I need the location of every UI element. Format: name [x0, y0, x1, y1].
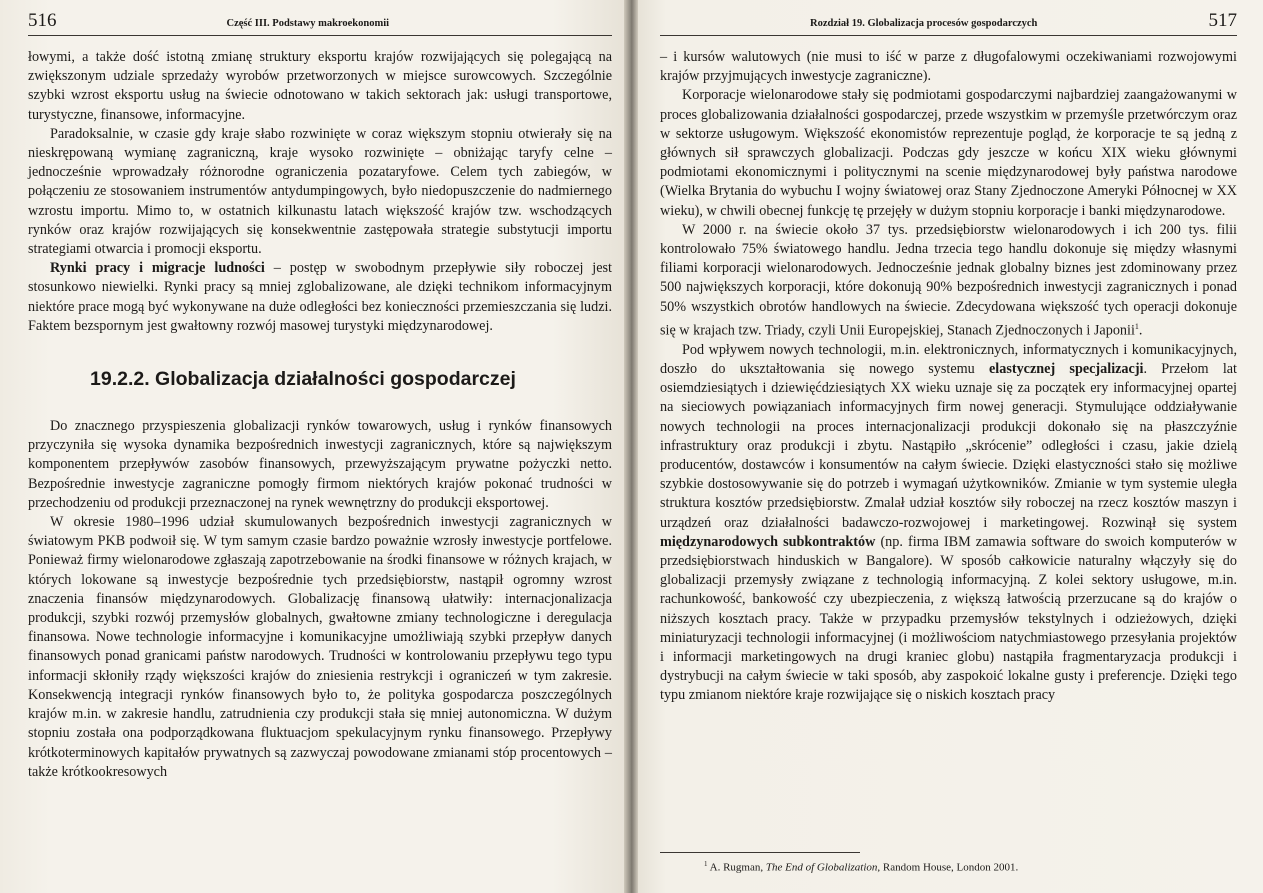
footnote [660, 852, 1019, 874]
section-heading: 19.2.2. Globalizacja działalności gospodarczej [90, 368, 516, 391]
running-head-left [28, 10, 612, 36]
left-page-body [28, 48, 612, 782]
paragraph: Pod wpływem nowych technologii, m.in. elektronicznych, informatycznych i komunikacyjnych, doszło do ukształtowania się nowego systemu elastycznej specjalizacji. Przełom lat osiemdziesiątych i dziewięćdziesiątych XX wieku uznaje się za początek ery informacyjnej opartej na sieciowych powiązaniach informacyjnych firm nowej generacji. Stymulujące oddziaływanie nowych technologii na proces internacjonalizacji produkcji dokonało się na płaszczyźnie infrastruktury oraz produkcji i zbytu. Nastąpiło „skrócenie” odległości i czasu, jakie dzielą producentów, dostawców i konsumentów na całym świecie. Dzięki elastyczności stało się możliwe szybkie dostosowywanie się do potrzeb i wymagań użytkowników. Zmianie w tym systemie uległa struktura kosztów przedsiębiorstw. Zmalał udział kosztów siły roboczej na rzecz kosztów maszyn i urządzeń oraz działalności badawczo-rozwojowej i marketingowej. Rozwinął się system międzynarodowych subkontraktów (np. firma IBM zamawia software do swoich komputerów w przedsiębiorstwach hinduskich w Bangalore). W sposób całkowicie naturalny włączyły się do globalizacji przemysły związane z technologią informacyjną. Z kolei sektory usługowe, m.in. rachunkowość, bankowość czy ubezpieczenia, z większą łatwością przerzucane są do krajów o niższych kosztach pracy. Także w przypadku przemysłów tekstylnych i odzieżowych, dzięki miniaturyzacji technologii informacyjnej (i możliwościom natychmiastowego przesyłania projektów i informacji marketingowych na drugi kraniec globu) nastąpiła fragmentaryzacja produkcji i dystrybucji na całym świecie w taki sposób, aby zaspokoić lokalne gusty i preferencje. Dzięki tego typu zmianom niektóre kraje rozwijające się o niskich kosztach pracy [660, 341, 1238, 704]
book-gutter [624, 0, 638, 893]
footnote-reference: 1 [1134, 321, 1139, 331]
running-head-right [660, 10, 1237, 36]
bold-term: elastycznej specjalizacji [989, 360, 1144, 377]
paragraph: Korporacje wielonarodowe stały się podmiotami gospodarczymi najbardziej zaangażowanymi w proces globalizowania działalności gospodarczej, przede wszystkim w przemyśle przetwórczym oraz w sektorze usługowym. Większość ekonomistów reprezentuje pogląd, że korporacje te są jedną z głównych sił sprawczych globalizacji. Podczas gdy jeszcze w końcu XIX wieku głównymi podmiotami ekonomicznymi i politycznymi na scenie międzynarodowej były państwa narodowe (Wielka Brytania do wybuchu I wojny światowej oraz Stany Zjednoczone Ameryki Północnej w XX wieku), w chwili obecnej funkcję tę przejęły w dużym stopniu korporacje i banki międzynarodowe. [660, 87, 1237, 219]
bold-lead: Rynki pracy i migracje ludności [50, 260, 265, 277]
paragraph: W okresie 1980–1996 udział skumulowanych bezpośrednich inwestycji zagranicznych w światowym PKB podwoił się. W tym samym czasie bardzo poważnie wzrosły inwestycje portfelowe. Ponieważ firmy wielonarodowe zgłaszają zapotrzebowanie na środki finansowe w różnych krajach, w których lokowane są inwestycje bezpośrednie tych przedsiębiorstw, nastąpił ogromny wzrost znaczenia finansów międzynarodowych. Globalizację finansową ułatwiły: internacjonalizacja produkcji, szybki rozwój przemysłów globalnych, gwałtowne zmiany technologiczne i deregulacja finansowa. Nowe technologie informacyjne i komunikacyjne umożliwiają szybki przepływ danych finansowych ponad granicami państw narodowych. Trudności w kontrolowaniu przepływu tego typu informacji skłoniły rządy większości krajów do zniesienia restrykcji i ograniczeń w tym zakresie. Konsekwencją integracji rynków finansowych było to, że polityka gospodarcza poszczególnych krajów m.in. w zakresie handlu, zatrudnienia czy produkcji stała się mniej autonomiczna. W dużym stopniu została ona podporządkowana fluktuacjom spekulacyjnym rynku finansowego. Przepływy krótkoterminowych kapitałów prywatnych są zazwyczaj powodowane zmianami stóp procentowych – także krótkookresowych [28, 514, 612, 780]
paragraph: Do znacznego przyspieszenia globalizacji rynków towarowych, usług i rynków finansowych przyczyniła się wysoka dynamika bezpośrednich inwestycji zagranicznych, które są największym komponentem przepływów zasobów finansowych, przewyższającym prywatne pożyczki netto. Bezpośrednie inwestycje zagraniczne pomogły firmom niektórych krajów pokonać trudności w przechodzeniu od produkcji przeznaczonej na rynek wewnętrzny do produkcji eksportowej. [28, 418, 612, 511]
footnote-text: $^1$ A. Rugman, The End of Globalization, Random House, London 2001. [704, 860, 1019, 874]
paragraph: Rynki pracy i migracje ludności – postęp w swobodnym przepływie siły roboczej jest stosunkowo niewielki. Rynki pracy są mniej zglobalizowane, ale dzięki technikom informacyjnym niektóre prace mogą być wykonywane na duże odległości bez konieczności przemieszczania się ludzi. Faktem bezspornym jest gwałtowny rozwój masowej turystyki międzynarodowej. [28, 260, 612, 334]
running-title-left: Część III. Podstawy makroekonomii [226, 18, 390, 29]
right-page-body [660, 48, 1237, 706]
page-number-left: 516 [28, 10, 57, 31]
right-page [628, 0, 1263, 893]
page-number-right: 517 [1208, 10, 1237, 31]
paragraph: Paradoksalnie, w czasie gdy kraje słabo rozwinięte w coraz większym stopniu otwierały się na nieskrępowaną wymianę zagraniczną, kraje wysoko rozwinięte – obniżając taryfy celne – jednocześnie wprowadzały różnorodne ograniczenia pozataryfowe. Celem tych zabiegów, w połączeniu ze stosowaniem instrumentów antydumpingowych, było niedopuszczenie do nadmiernego wzrostu importu. Mimo to, w ostatnich kilkunastu latach większość krajów tzw. wschodzących rynków oraz krajów rozwijających się konsekwentnie zastępowała strategie substytucji importu strategiami otwarcia i promocji eksportu. [28, 125, 612, 258]
paragraph: łowymi, a także dość istotną zmianę struktury eksportu krajów rozwijających się polegającą na zwiększonym udziale sprzedaży wyrobów przetworzonych w miejsce surowcowych. Szczególnie szybki wzrost eksportu usług na świecie odnotowano w takich sektorach jak: usługi transportowe, turystyczne, finansowe, informacyjne. [28, 49, 612, 123]
running-title-right: Rozdział 19. Globalizacja procesów gospodarczych [810, 18, 1038, 29]
left-page [0, 0, 628, 893]
paragraph: W 2000 r. na świecie około 37 tys. przedsiębiorstw wielonarodowych i ich 200 tys. filii kontrolowało 75% światowego handlu. Jedna trzecia tego handlu dokonuje się między własnymi filiami korporacji wielonarodowych. Jednocześnie jednak globalny biznes jest zdominowany przez 500 największych korporacji, które dokonują 90% bezpośrednich inwestycji zagranicznych i ponad 50% wszystkich obrotów handlowych na świecie. Zdecydowana większość tych operacji dokonuje się w krajach tzw. Triady, czyli Unii Europejskiej, Stanach Zjednoczonych i Japonii$^1$. [660, 221, 1237, 339]
paragraph: – i kursów walutowych (nie musi to iść w parze z długofalowymi oczekiwaniami rozwojowymi krajów przyjmujących inwestycje zagraniczne). [660, 49, 1237, 85]
footnote-book-title: The End of Globalization [765, 861, 878, 874]
bold-term: międzynarodowych subkontraktów [660, 533, 876, 550]
